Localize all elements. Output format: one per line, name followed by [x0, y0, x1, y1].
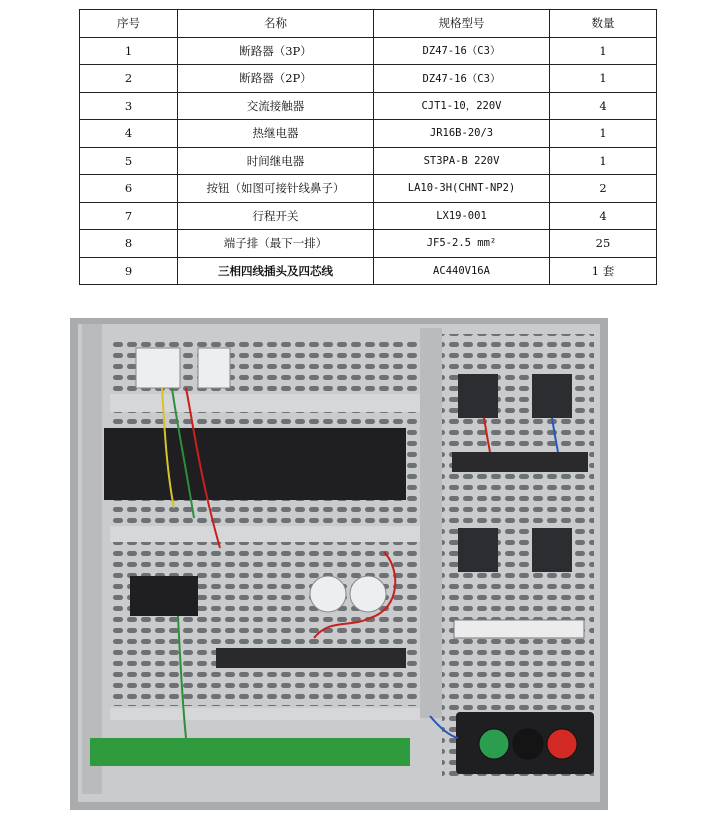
limit-switch-2 [532, 374, 572, 418]
stop-button [547, 729, 577, 759]
cell-model: JF5-2.5 mm² [374, 230, 550, 258]
table-row [80, 37, 657, 65]
left-duct [82, 324, 102, 794]
cell-name: 按钮（如图可接针线鼻子） [178, 175, 374, 203]
cell-model: CJT1-10，220V [374, 92, 550, 120]
cell-qty: 4 [550, 202, 657, 230]
cell-no: 3 [80, 92, 178, 120]
cell-name: 三相四线插头及四芯线 [178, 257, 374, 285]
terminal-strip-middle [216, 648, 406, 668]
table-header-row [80, 10, 657, 38]
cell-no: 4 [80, 120, 178, 148]
limit-switch-1 [458, 374, 498, 418]
terminal-strip-right-lower [454, 620, 584, 638]
cell-model: DZ47-16（C3） [374, 65, 550, 93]
cell-qty: 2 [550, 175, 657, 203]
control-panel-photo [70, 318, 608, 810]
header-qty: 数量 [550, 10, 657, 38]
contactor-row [104, 428, 406, 500]
table-row [80, 65, 657, 93]
time-relay-1 [310, 576, 346, 612]
limit-switch-3 [458, 528, 498, 572]
cell-qty: 25 [550, 230, 657, 258]
control-panel-illustration [70, 318, 608, 810]
cell-qty: 1 [550, 65, 657, 93]
cell-no: 1 [80, 37, 178, 65]
cell-no: 9 [80, 257, 178, 285]
din-rail-3 [110, 708, 420, 720]
cell-qty: 4 [550, 92, 657, 120]
cell-name: 断路器（3P） [178, 37, 374, 65]
table-row [80, 147, 657, 175]
cell-name: 热继电器 [178, 120, 374, 148]
header-model: 规格型号 [374, 10, 550, 38]
cell-model: JR16B-20/3 [374, 120, 550, 148]
cell-no: 7 [80, 202, 178, 230]
cell-qty: 1 套 [550, 257, 657, 285]
time-relay-2 [350, 576, 386, 612]
cell-name: 交流接触器 [178, 92, 374, 120]
header-no: 序号 [80, 10, 178, 38]
din-rail-1 [110, 394, 420, 412]
cell-model: ST3PA-B 220V [374, 147, 550, 175]
cell-model: DZ47-16（C3） [374, 37, 550, 65]
cell-model: LX19-001 [374, 202, 550, 230]
center-duct [420, 328, 442, 718]
cell-name: 断路器（2P） [178, 65, 374, 93]
table-row [80, 175, 657, 203]
table-row [80, 92, 657, 120]
table-row [80, 257, 657, 285]
circuit-breaker-3p [136, 348, 180, 388]
cell-no: 6 [80, 175, 178, 203]
middle-button [513, 729, 543, 759]
cell-no: 5 [80, 147, 178, 175]
cell-model: LA10-3H(CHNT-NP2) [374, 175, 550, 203]
thermal-relay [130, 576, 198, 616]
cell-model: AC440V16A [374, 257, 550, 285]
cell-no: 8 [80, 230, 178, 258]
cell-name: 行程开关 [178, 202, 374, 230]
cell-qty: 1 [550, 37, 657, 65]
parts-table [79, 9, 657, 285]
terminal-strip-right-upper [452, 452, 588, 472]
table-row [80, 202, 657, 230]
cell-name: 端子排（最下一排） [178, 230, 374, 258]
green-terminal-block [90, 738, 410, 766]
din-rail-2 [110, 526, 420, 542]
table-row [80, 230, 657, 258]
start-button [479, 729, 509, 759]
limit-switch-4 [532, 528, 572, 572]
circuit-breaker-2p [198, 348, 230, 388]
table-row [80, 120, 657, 148]
cell-name: 时间继电器 [178, 147, 374, 175]
cell-no: 2 [80, 65, 178, 93]
cell-qty: 1 [550, 147, 657, 175]
cell-qty: 1 [550, 120, 657, 148]
header-name: 名称 [178, 10, 374, 38]
